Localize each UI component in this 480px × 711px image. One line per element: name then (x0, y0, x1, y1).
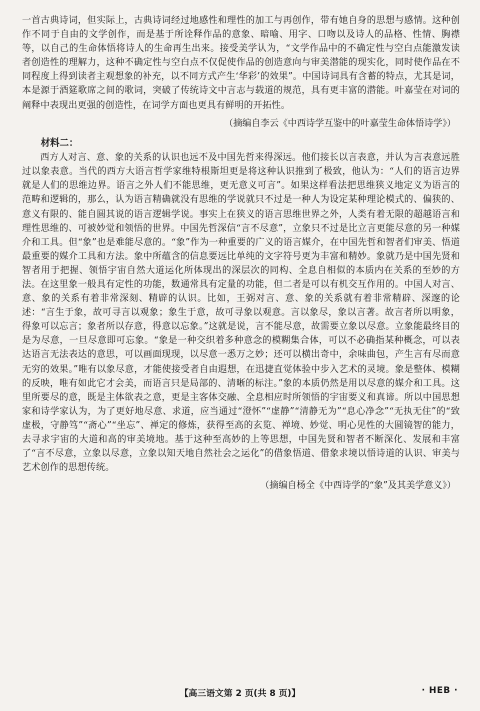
material-one-source: （摘编自李云《中西诗学互鉴中的叶嘉莹生命体悟诗学》） (224, 118, 456, 129)
page-number-label: 【高三语文第 2 页(共 8 页)】 (179, 689, 301, 699)
material-one-continuation: 一首古典诗词，但实际上，古典诗词经过地感性和理性的加工与再创作，带有她自身的思想与感情。这种创作不同于自由的文学创作，而是基于所诠释作品的意象、暗喻、用字、口吻以及诗人的品格、性情、胸襟等，以自己的生命体悟将诗人的生命再生出来。接受美学认为，“文学作品中的不确定性与空白点能激发读者创造性的理解力，这种不确定性与空白点不仅促使作品的创造意向与审美潜能的现实化，同时使作品在不同程度上得到读者主观想象的补充，以不同方式产生‘华彩’的效果”。中国诗词具有含蓄的特点，尤其是词，本是源于酒筵歌席之间的歌词，突破了传统诗文中言志与载道的规范，具有更丰富的潜能。叶嘉莹在对词的阐释中表现出更强的创造性，在词学方面也更具有鲜明的开拓性。 (22, 16, 460, 111)
page-footer (0, 686, 480, 702)
material-two-source: （摘编自杨全《中西诗学的“象”及其美学意义》） (260, 481, 456, 492)
exam-code: · HEB · (421, 686, 458, 696)
material-two-heading: 材料二： (40, 137, 79, 149)
material-two-body: 西方人对言、意、象的关系的认识也远不及中国先哲来得深远。他们接长以言表意，并认为言表意远胜过以象表意。当代的西方大语言哲学家维特根斯坦更是将这种认识推到了极致，他认为：“人们的语言边界就是人们的思维边界。语言之外人们不能思维，更无意义可言”。如果这样看法把思维狭义地定义为语言的范畴和逻辑的，那么，认为语言精确就没有思维的学说就只不过是一种人为设定某种理论模式的、偏狭的、意义有限的、能自圆其说的语言逻辑学说。事实上在狭义的语言思维世界之外，人类有着无限的超越语言和理性思维的、可被妙觉和领悟的世界。中国先哲深信“言不尽意”，立象只不过是比立言更能尽意的另一种媒介和工具。但“象”也是难能尽意的。“象”作为一种重要的广义的语言媒介，在中国先哲和智者们审美、悟道最重要的媒介工具和方法。象中所蕴含的信息要远比单纯的文字符号更为丰富和精妙。象就乃是中国先贤和智者用于把握、领悟宇宙自然大道运化所体现出的深层次的同构、全息自相似的本质内在关系的至妙的方法。在这里象一般具有定性的功能，数通常具有定量的功能，但二者是可以有机交互作用的。中国人对言、意、象的关系有着非常深刻、精辟的认识。比如，王弼对言、意、象的关系就有着非常精辟、深邃的论述：“言生于象，故可寻言以观象；象生于意，故可寻象以观意。言以象尽，象以言著。故言者所以明象，得象可以忘言；象者所以存意，得意以忘象。”这就是说，言不能尽意，故需要立象以尽意。立象能最终目的是为尽意，一旦尽意即可忘象。“象是一种交织着多种意念的模糊集合体，可以不必确指某种概念，可以表达语言无法表达的意思，可以画面现现，以尽意一悉万之妙；还可以横出奇中，余味曲包，产生言有尽而意无穷的效果。”唯有以象尽意，才能使接受者自由遐想，在迅捷直觉体验中步入艺术的灵境。象是整体、模糊的反映，唯有如此它才会美，而语言只是局部的、清晰的标注。”象的本质仍然是用以尽意的媒介和工具。这里所要尽的意，既是主体欲表之意，更是主客体交融、全息相应时所领悟的宇宙要义和真谛。所以中国思想家和诗学家认为，为了更好地尽意、求道，应当通过“澄怀”“虚静”“清静无为”“息心净念”“无执无住”的“致虚极，守静笃”“斋心”“坐忘”、禅定的修炼，获得至高的玄览、禅境、妙觉、明心见性的大圆镜智的能力，去寻求宇宙的大道和高的审美境地。基于这种至高妙的上等思想，中国先贤和智者不断深化、发展和丰富了“言不尽意，立象以尽意，立象以知天地自然社会之运化”的借象悟道、借象求境以悟诗道的认识、审美与艺术创作的思想传统。 (22, 153, 460, 474)
